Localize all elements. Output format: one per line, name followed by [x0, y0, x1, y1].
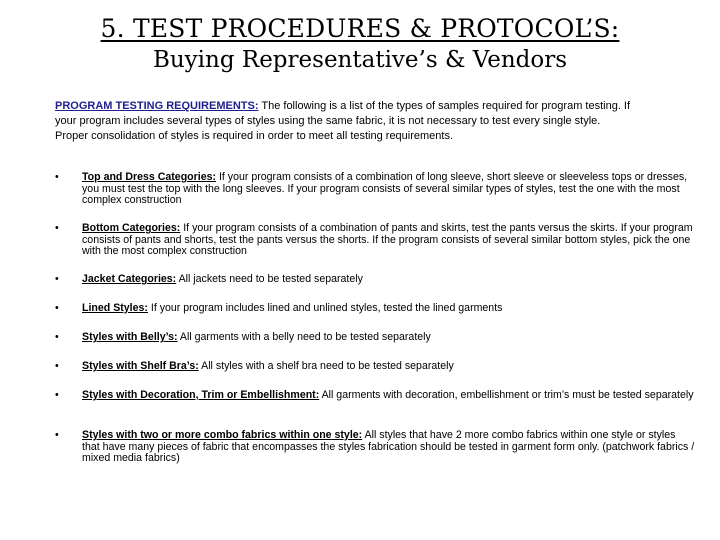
- list-item: [55, 332, 695, 344]
- list-item: [55, 274, 695, 286]
- item-label: Bottom Categories:: [82, 222, 181, 234]
- list-item: [55, 223, 695, 258]
- bullet: •: [55, 331, 59, 343]
- list-item: [55, 430, 695, 465]
- item-label: Styles with Belly’s:: [82, 331, 178, 343]
- item-description: All garments with a belly need to be tested separately: [177, 331, 431, 343]
- bullet: •: [55, 429, 59, 441]
- item-label: Styles with Shelf Bra’s:: [82, 360, 199, 372]
- item-description: If your program includes lined and unlined styles, tested the lined garments: [147, 302, 503, 314]
- item-label: Styles with two or more combo fabrics within one style:: [82, 429, 363, 441]
- list-item: [55, 390, 695, 402]
- bullet: •: [55, 222, 59, 234]
- slide-subtitle: Buying Representative’s & Vendors: [152, 47, 568, 73]
- item-label: Jacket Categories:: [82, 273, 177, 285]
- item-label: Styles with Decoration, Trim or Embellishment:: [82, 389, 320, 401]
- item-description: If your program consists of a combination of long sleeve, short sleeve or sleeveless tops or dresses, you must test the top with the long sleeves. If your program consists of several similar types of styles, test the one with the most complex construction: [82, 171, 688, 206]
- list-item: [55, 172, 695, 207]
- intro-text: The following is a list of the types of samples required for program testing. If your program includes several types of styles using the same fabric, it is not necessary to test every single style. Proper consolidation of styles is required in order to meet all testing requirements.: [55, 100, 631, 142]
- item-label: Top and Dress Categories:: [82, 171, 217, 183]
- list-item: [55, 303, 695, 315]
- list-item-text: [82, 172, 695, 207]
- title-block: [0, 14, 720, 75]
- item-description: All garments with decoration, embellishment or trim’s must be tested separately: [319, 389, 694, 401]
- item-description: All styles that have 2 more combo fabrics within one style or styles that have many pieces of fabric that encompasses the styles fabrication should be tested in garment form only. (patchwork fabrics / mixed media fabrics): [82, 429, 695, 464]
- item-description: All jackets need to be tested separately: [176, 273, 363, 285]
- slide-title: 5. TEST PROCEDURES & PROTOCOL’S:: [100, 14, 620, 43]
- bullet: •: [55, 302, 59, 314]
- bullet: •: [55, 273, 59, 285]
- intro-paragraph: [55, 99, 635, 144]
- list-item-text: [82, 332, 695, 344]
- bullet: •: [55, 171, 59, 183]
- item-label: Lined Styles:: [82, 302, 148, 314]
- item-description: If your program consists of a combination of pants and skirts, test the pants versus the skirts. If your program consists of pants and shorts, test the pants versus the shorts. If the program consists of several similar bottom styles, pick the one with the most complex construction: [82, 222, 693, 257]
- list-item-text: [82, 274, 695, 286]
- list-item-text: [82, 303, 695, 315]
- bullet: •: [55, 389, 59, 401]
- list-item-text: [82, 361, 695, 373]
- item-description: All styles with a shelf bra need to be tested separately: [198, 360, 454, 372]
- list-item-text: [82, 390, 695, 402]
- list-item-text: [82, 430, 695, 465]
- list-item-text: [82, 223, 695, 258]
- bullet: •: [55, 360, 59, 372]
- intro-label: PROGRAM TESTING REQUIREMENTS:: [55, 100, 259, 112]
- list-item: [55, 361, 695, 373]
